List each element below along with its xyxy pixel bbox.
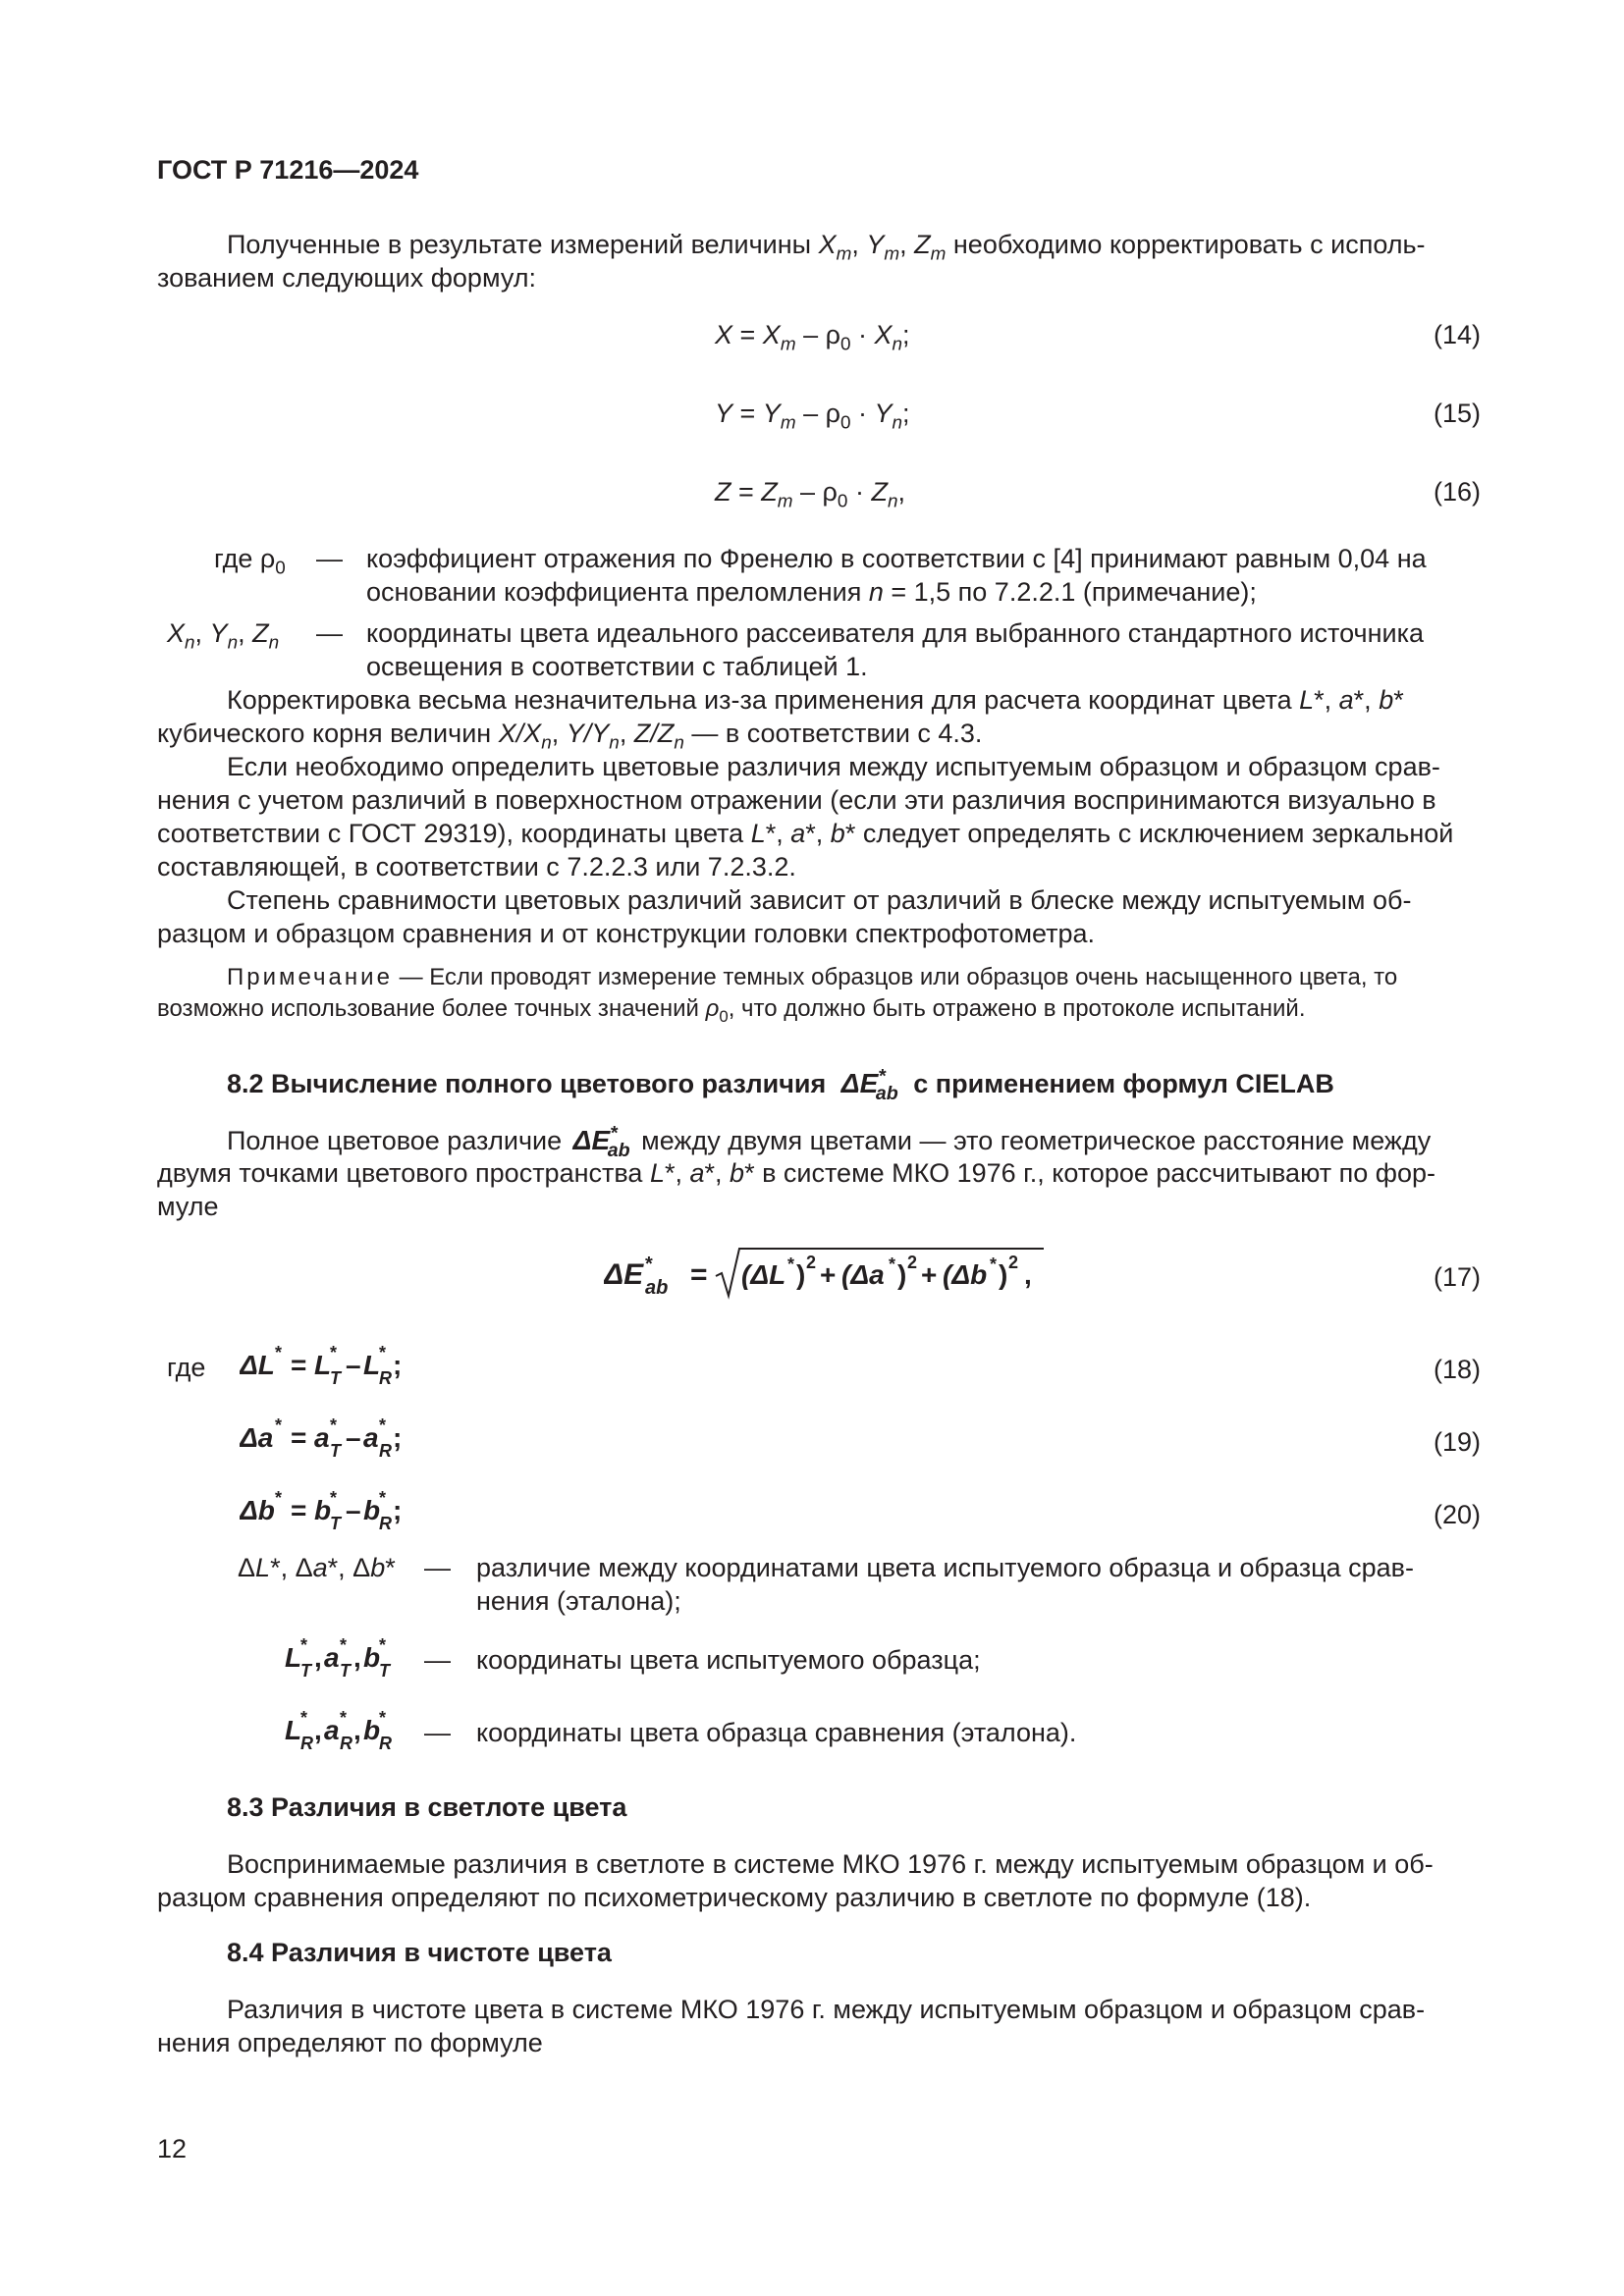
svg-text:): ): [999, 1259, 1008, 1290]
section-8-2-line-3: муле: [157, 1192, 219, 1221]
svg-text:T: T: [379, 1661, 390, 1681]
specular-line-4: составляющей, в соответствии с 7.2.2.3 или 7.2.3.2.: [157, 852, 796, 881]
where-dash-1: —: [316, 544, 343, 573]
equation-16: $Z = Z_m - \rho_0 \cdot Z_n$,: [715, 477, 905, 512]
section-8-2-line-1: [227, 1122, 1432, 1161]
svg-text:*: *: [379, 1415, 387, 1435]
svg-text:*: *: [330, 1343, 338, 1362]
svg-text:(Δa: (Δa: [841, 1259, 885, 1290]
section-8-4-line-2: нения определяют по формуле: [157, 2028, 543, 2057]
intro-line-1: [227, 230, 1426, 265]
def1-term: ΔL*, Δa*, Δb*: [238, 1553, 396, 1582]
def2-desc: координаты цвета испытуемого образца;: [476, 1645, 981, 1675]
svg-text:a: a: [324, 1715, 340, 1745]
svg-text:Δa: Δa: [240, 1422, 274, 1453]
svg-text:2: 2: [907, 1253, 918, 1272]
svg-text:,: ,: [314, 1715, 322, 1745]
svg-text:=: =: [690, 1258, 708, 1291]
section-8-2-line-1b: между двумя цветами — это геометрическое расстояние между: [641, 1126, 1432, 1155]
specular-line-2: нения с учетом различий в поверхностном отражении (если эти различия воспринимаются визуально в: [157, 785, 1436, 815]
where-xyz-term: $X_n$, $Y_n$, $Z_n$: [167, 618, 280, 654]
section-8-3-heading: 8.3 Различия в светлоте цвета: [227, 1792, 627, 1822]
svg-text:*: *: [379, 1343, 387, 1362]
correction-line-1: Корректировка весьма незначительна из-за применения для расчета координат цвета L*, a*, b*: [227, 685, 1404, 715]
svg-text:L: L: [285, 1715, 302, 1745]
svg-text:R: R: [300, 1734, 313, 1753]
def3-desc: координаты цвета образца сравнения (эталона).: [476, 1718, 1077, 1747]
where-xyz-desc-1: координаты цвета идеального рассеивателя для выбранного стандартного источника: [366, 618, 1425, 648]
def1-dash: —: [424, 1553, 451, 1582]
section-8-3-line-1: Воспринимаемые различия в светлоте в системе МКО 1976 г. между испытуемым образцом и об-: [227, 1849, 1434, 1879]
svg-text:,: ,: [1024, 1259, 1032, 1290]
intro-line-1-render: Полученные в результате измерений величины $X_m$, $Y_m$, $Z_m$ необходимо корректировать с исполь-: [227, 230, 1426, 265]
svg-text:b: b: [363, 1715, 381, 1745]
equation-14-number: (14): [1433, 320, 1481, 349]
svg-text:=: =: [291, 1422, 307, 1453]
intro-line-2: зованием следующих формул:: [157, 263, 536, 293]
section-8-2-heading: [227, 1065, 1334, 1104]
svg-text:=: =: [291, 1495, 307, 1525]
def3-dash: —: [424, 1718, 451, 1747]
svg-text:*: *: [787, 1255, 795, 1274]
svg-text:,: ,: [353, 1715, 361, 1745]
svg-text:+: +: [820, 1259, 837, 1290]
svg-text:*: *: [645, 1254, 653, 1275]
svg-text:*: *: [330, 1415, 338, 1435]
equation-18: [240, 1335, 436, 1399]
svg-text:,: ,: [314, 1642, 322, 1673]
section-8-4-line-1: Различия в чистоте цвета в системе МКО 1976 г. между испытуемым образцом и образцом срав-: [227, 1995, 1426, 2024]
svg-text:): ): [796, 1259, 806, 1290]
gloss-line-2: разцом и образцом сравнения и от конструкции головки спектрофотометра.: [157, 919, 1096, 948]
svg-text:*: *: [340, 1635, 348, 1655]
equation-19-graphic: [240, 1408, 436, 1467]
note-line-1: [227, 966, 1397, 989]
equation-17: [604, 1241, 1046, 1314]
gloss-line-1: Степень сравнимости цветовых различий зависит от различий в блеске между испытуемым об-: [227, 885, 1412, 915]
svg-text:ΔL: ΔL: [240, 1350, 275, 1380]
where-rho-desc-1: коэффициент отражения по Френелю в соответствии с [4] принимают равным 0,04 на: [366, 544, 1427, 573]
equation-17-graphic: [604, 1241, 1046, 1309]
equation-14: $X = X_m - \rho_0 \cdot X_n$;: [715, 320, 910, 355]
svg-text:2: 2: [806, 1253, 817, 1272]
svg-text:*: *: [300, 1635, 308, 1655]
correction-line-2: кубического корня величин $X/X_n$, $Y/Y_n$, $Z/Z_n$ — в соответствии с 4.3.: [157, 719, 983, 754]
equation-15: $Y = Y_m - \rho_0 \cdot Y_n$;: [715, 399, 910, 434]
svg-text:–: –: [346, 1422, 361, 1453]
svg-text:a: a: [324, 1642, 340, 1673]
equation-19-number: (19): [1433, 1427, 1481, 1457]
svg-text:R: R: [379, 1441, 392, 1461]
svg-text:R: R: [340, 1734, 352, 1753]
note-text-1: — Если проводят измерение темных образцов или образцов очень насыщенного цвета, то: [399, 964, 1398, 990]
where-label-2: где: [167, 1353, 206, 1382]
svg-text:T: T: [300, 1661, 311, 1681]
svg-text:*: *: [275, 1488, 283, 1508]
svg-text:T: T: [340, 1661, 351, 1681]
equation-19: [240, 1408, 436, 1471]
svg-text:a: a: [314, 1422, 330, 1453]
svg-text:T: T: [330, 1441, 341, 1461]
svg-text:2: 2: [1008, 1253, 1019, 1272]
section-8-2-line-1a: Полное цветовое различие: [227, 1126, 563, 1155]
svg-text:;: ;: [393, 1350, 403, 1380]
section-8-2-line-2: двумя точками цветового пространства L*, a*, b* в системе МКО 1976 г., которое рассчитывают по фор-: [157, 1158, 1435, 1188]
svg-text:*: *: [330, 1488, 338, 1508]
equation-18-number: (18): [1433, 1355, 1481, 1384]
svg-text:;: ;: [393, 1495, 403, 1525]
svg-text:R: R: [379, 1734, 392, 1753]
page-number: 12: [157, 2134, 188, 2163]
where-rho-desc-2: основании коэффициента преломления n = 1,5 по 7.2.2.1 (примечание);: [366, 577, 1257, 607]
note-line-2: возможно использование более точных значений $\rho_0$, что должно быть отражено в протоколе испытаний.: [157, 995, 1306, 1026]
svg-text:b: b: [314, 1495, 332, 1525]
section-8-2-heading-a: 8.2 Вычисление полного цветового различия: [227, 1069, 827, 1098]
svg-text:ΔE: ΔE: [604, 1258, 644, 1291]
section-8-3-line-2: разцом сравнения определяют по психометрическому различию в светлоте по формуле (18).: [157, 1883, 1312, 1912]
svg-text:R: R: [379, 1514, 392, 1533]
where-rho-term: где $\rho_0$: [214, 544, 286, 579]
equation-18-graphic: [240, 1335, 436, 1394]
svg-text:*: *: [300, 1708, 308, 1728]
svg-text:): ): [897, 1259, 907, 1290]
equation-20: [240, 1480, 436, 1544]
svg-text:–: –: [346, 1495, 361, 1525]
svg-text:*: *: [379, 1708, 387, 1728]
svg-text:*: *: [340, 1708, 348, 1728]
equation-17-number: (17): [1433, 1262, 1481, 1292]
delta-e-ab-symbol: $\Delta E^*_{ab}$: [840, 1065, 898, 1104]
svg-text:*: *: [275, 1343, 283, 1362]
svg-text:(ΔL: (ΔL: [741, 1259, 786, 1290]
specular-line-3: соответствии с ГОСТ 29319), координаты цвета L*, a*, b* следует определять с исключением зеркальной: [157, 819, 1454, 848]
equation-15-number: (15): [1433, 399, 1481, 428]
def2-term-graphic: [285, 1629, 403, 1684]
svg-text:(Δb: (Δb: [943, 1259, 988, 1290]
svg-text:b: b: [363, 1642, 381, 1673]
delta-e-ab-symbol-2: $\Delta E^*_{ab}$: [572, 1122, 630, 1161]
svg-text:+: +: [921, 1259, 938, 1290]
def2-dash: —: [424, 1645, 451, 1675]
def1-desc-2: нения (эталона);: [476, 1586, 681, 1616]
equation-16-number: (16): [1433, 477, 1481, 507]
where-xyz-desc-2: освещения в соответствии с таблицей 1.: [366, 652, 868, 681]
svg-text:*: *: [379, 1488, 387, 1508]
svg-text:*: *: [275, 1415, 283, 1435]
svg-text:ab: ab: [645, 1277, 669, 1299]
svg-text:*: *: [990, 1255, 998, 1274]
svg-text:,: ,: [353, 1642, 361, 1673]
svg-text:*: *: [889, 1255, 896, 1274]
section-8-2-heading-b: с применением формул CIELAB: [913, 1069, 1334, 1098]
def3-term-graphic: [285, 1702, 403, 1757]
svg-text:T: T: [330, 1368, 341, 1388]
svg-text:T: T: [330, 1514, 341, 1533]
svg-text:R: R: [379, 1368, 392, 1388]
where-dash-2: —: [316, 618, 343, 648]
svg-text:L: L: [285, 1642, 302, 1673]
svg-text:=: =: [291, 1350, 307, 1380]
svg-text:*: *: [379, 1635, 387, 1655]
def2-term: [285, 1629, 403, 1689]
svg-text:Δb: Δb: [240, 1495, 275, 1525]
note-label: Примечание: [227, 964, 393, 990]
equation-20-graphic: [240, 1480, 436, 1539]
def3-term: [285, 1702, 403, 1762]
svg-text:b: b: [363, 1495, 381, 1525]
section-8-4-heading: 8.4 Различия в чистоте цвета: [227, 1938, 612, 1967]
svg-text:–: –: [346, 1350, 361, 1380]
svg-text:;: ;: [393, 1422, 403, 1453]
svg-text:a: a: [363, 1422, 379, 1453]
def1-desc-1: различие между координатами цвета испытуемого образца и образца срав-: [476, 1553, 1414, 1582]
svg-text:L: L: [314, 1350, 332, 1380]
svg-text:L: L: [363, 1350, 381, 1380]
specular-line-1: Если необходимо определить цветовые различия между испытуемым образцом и образцом срав-: [227, 752, 1440, 781]
equation-20-number: (20): [1433, 1500, 1481, 1529]
document-id: ГОСТ Р 71216—2024: [157, 155, 419, 185]
